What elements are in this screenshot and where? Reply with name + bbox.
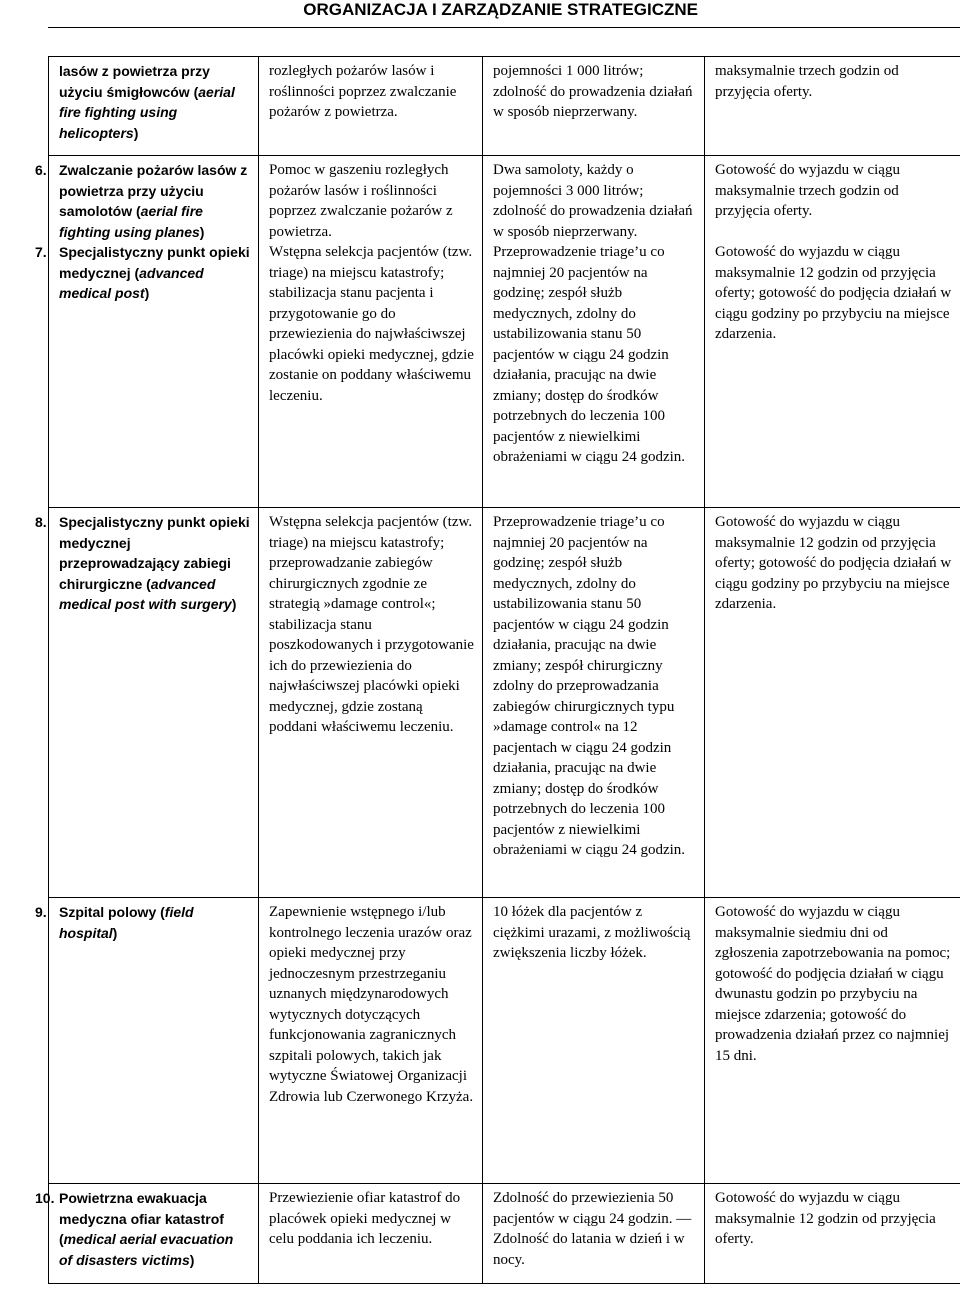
capacity-text: Zdolność do przewiezienia 50 pacjentów w ciągu 24 godzin. — Zdolność do latania w dzień i w nocy. [493,1190,692,1268]
deployment-cell [705,156,960,508]
item-number: 10. [35,1190,55,1206]
task-cell [259,1184,483,1284]
service-cell [49,57,259,156]
task-text: Zapewnienie wstępnego i/lub kontrolnego leczenia urazów oraz opieki medycznej przy jednoczesnym przestrzeganiu uznanych międzynarodowych wytycznych dotyczących funkcjonowania zagranicznych szpitali polowych, takich jak wytyczne Światowej Organizacji Zdrowia lub Czerwonego Krzyża. [269,904,474,1105]
page-header: ORGANIZACJA I ZARZĄDZANIE STRATEGICZNE [303,0,698,19]
item-label-end: ) [133,124,139,141]
table-row [49,1184,960,1284]
capacity-cell [483,508,705,898]
service-cell [35,508,259,898]
deployment-text: Gotowość do wyjazdu w ciągu maksymalnie 12 godzin od przyjęcia oferty; gotowość do podjęcia działań w ciągu godziny po przybyciu na miejsce zdarzenia. [715,244,952,342]
task-text: Wstępna selekcja pacjentów (tzw. triage) na miejscu katastrofy; stabilizacja stanu pacjenta i przygotowanie go do przewiezienia do najwłaściwszej placówki opieki medycznej, gdzie zostanie on poddany właściwemu leczeniu. [269,244,474,404]
task-cell [259,898,483,1184]
item-label-en: aerial fire fighting using planes [59,203,203,240]
item-label-end: ) [189,1251,195,1268]
capabilities-table [35,56,960,1284]
deployment-text: Gotowość do wyjazdu w ciągu maksymalnie trzech godzin od przyjęcia oferty. [715,162,900,219]
header-rule [48,27,960,28]
item-number: 7. [35,244,47,260]
item-label-end: ) [231,596,237,612]
capacity-cell [483,898,705,1184]
item-label: Specjalistyczny punkt opieki medycznej przeprowadzający zabiegi chirurgiczne ( [59,514,250,592]
table-row [49,508,960,898]
service-cell [35,156,259,508]
task-text: Przewiezienie ofiar katastrof do placówek opieki medycznej w celu poddania ich leczeniu. [269,1190,461,1247]
item-label-en: advanced medical post with surgery [59,575,232,612]
item-label-en: aerial fire fighting using helicopters [59,83,235,141]
item-number: 6. [35,162,47,178]
capacity-cell [483,57,705,156]
item-label: Zwalczanie pożarów lasów z powietrza przy użyciu samolotów ( [59,162,248,219]
item-label-en: field hospital [59,904,194,941]
table-row [49,156,960,508]
item-label-end: ) [112,924,118,941]
task-text: Wstępna selekcja pacjentów (tzw. triage) na miejscu katastrofy; przeprowadzanie zabiegów chirurgicznych zgodnie ze strategią »damage control«; stabilizacja stanu poszkodowanych i przygotowanie ich do przewiezienia do najwłaściwszej placówki opieki medycznej, gdzie zostaną poddani właściwemu leczeniu. [269,514,474,735]
item-label-en: advanced medical post [59,264,204,301]
item-label-end: ) [199,223,205,240]
capacity-cell [483,156,705,508]
item-label-end: ) [144,285,150,301]
item-number: 8. [35,514,47,530]
capacity-text: Przeprowadzenie triage’u co najmniej 20 pacjentów na godzinę; zespół służb medycznych, zdolny do ustabilizowania stanu 50 pacjentów w ciągu 24 godzin działania, pracując na dwie zmiany; dostęp do środków potrzebnych do leczenia 100 pacjentów z niewielkimi obrażeniami w ciągu 24 godzin. [493,244,686,465]
service-item [35,512,250,615]
service-item [35,160,250,242]
task-text: Pomoc w gaszeniu rozległych pożarów lasów i roślinności poprzez zwalczanie pożarów z powietrza. [269,162,453,240]
service-cell [35,898,259,1184]
capacity-text: Dwa samoloty, każdy o pojemności 3 000 litrów; zdolność do prowadzenia działań w sposób nieprzerwany. [493,162,693,240]
deployment-cell [705,898,960,1184]
item-label: Powietrzna ewakuacja medyczna ofiar katastrof ( [59,1190,224,1247]
service-item [35,902,250,943]
task-cell [259,156,483,508]
item-number: 9. [35,904,47,920]
deployment-text: Gotowość do wyjazdu w ciągu maksymalnie siedmiu dni od zgłoszenia zapotrzebowania na pomoc; gotowość do podjęcia działań w ciągu dwunastu godzin po przybyciu na miejsce zdarzenia; gotowość do prowadzenia działań przez co najmniej 15 dni. [715,904,951,1064]
service-item [59,61,250,143]
table-row [49,57,960,156]
deployment-text: Gotowość do wyjazdu w ciągu maksymalnie 12 godzin od przyjęcia oferty. [715,1190,936,1247]
capacity-cell [483,1184,705,1284]
capacity-text: Przeprowadzenie triage’u co najmniej 20 pacjentów na godzinę; zespół służb medycznych, zdolny do ustabilizowania stanu 50 pacjentów w ciągu 24 godzin działania, pracując na dwie zmiany; zespół chirurgiczny zdolny do przeprowadzania zabiegów chirurgicznych typu »damage control« na 12 pacjentach w ciągu 24 godzin działania, pracując na dwie zmiany; dostęp do środków potrzebnych do leczenia 100 pacjentów z niewielkimi obrażeniami w ciągu 24 godzin. [493,514,686,858]
deployment-cell [705,1184,960,1284]
item-label: Specjalistyczny punkt opieki medycznej ( [59,244,250,281]
deployment-cell [705,508,960,898]
service-item [35,1188,250,1270]
table-row [49,898,960,1184]
service-cell [35,1184,259,1284]
deployment-cell [705,57,960,156]
item-label-en: medical aerial evacuation of disasters victims [59,1231,234,1268]
capacity-text: 10 łóżek dla pacjentów z ciężkimi urazami, z możliwością zwiększenia liczby łóżek. [493,904,691,961]
item-label: Szpital polowy ( [59,904,165,920]
capacity-text: pojemności 1 000 litrów; zdolność do prowadzenia działań w sposób nieprzerwany. [493,63,693,120]
deployment-text: Gotowość do wyjazdu w ciągu maksymalnie 12 godzin od przyjęcia oferty; gotowość do podjęcia działań w ciągu godziny po przybyciu na miejsce zdarzenia. [715,514,952,612]
task-cell [259,508,483,898]
deployment-text: maksymalnie trzech godzin od przyjęcia oferty. [715,63,899,100]
service-item [35,242,250,304]
task-text: rozległych pożarów lasów i roślinności poprzez zwalczanie pożarów z powietrza. [269,63,457,120]
task-cell [259,57,483,156]
item-label: lasów z powietrza przy użyciu śmigłowców ( [59,63,210,100]
